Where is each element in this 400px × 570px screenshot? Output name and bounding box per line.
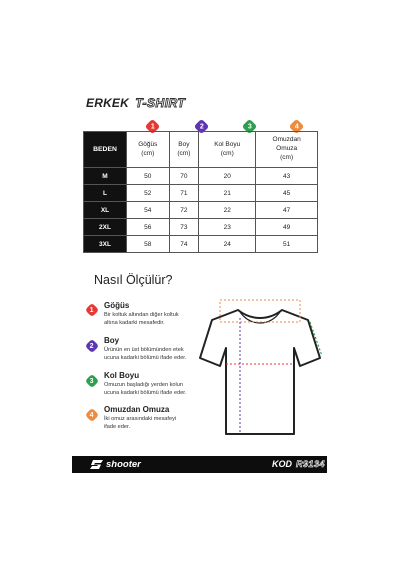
title-outline: T-SHIRT: [135, 96, 186, 110]
value-cell: 56: [127, 219, 170, 236]
table-row: [84, 185, 318, 202]
kod-label: KOD: [272, 459, 292, 469]
size-cell: 3XL: [84, 236, 127, 253]
value-cell: 54: [127, 202, 170, 219]
value-cell: 20: [199, 168, 256, 185]
howto-item-desc: Ürünün en üst bölümünden etek ucuna kadarki bölümü ifade eder.: [104, 347, 187, 362]
brand-name: shooter: [106, 459, 141, 470]
table-header-shoulder: Omuzdan Omuza (cm): [256, 132, 318, 168]
size-cell: M: [84, 168, 127, 185]
tshirt-shape: [200, 310, 320, 434]
value-cell: 74: [169, 236, 199, 253]
value-cell: 52: [127, 185, 170, 202]
howto-item-title: Omuzdan Omuza: [104, 405, 170, 414]
size-cell: L: [84, 185, 127, 202]
badge-sleeve: 3: [242, 119, 258, 135]
value-cell: 72: [169, 202, 199, 219]
badge-4-icon: 4: [85, 408, 99, 422]
value-cell: 22: [199, 202, 256, 219]
table-header-chest: Göğüs (cm): [127, 132, 170, 168]
badge-1-icon: 1: [85, 303, 99, 317]
tshirt-illustration: [190, 296, 330, 441]
kod-value: R9134: [296, 459, 326, 469]
badge-length: 2: [194, 119, 210, 135]
howto-item-title: Göğüs: [104, 301, 130, 310]
value-cell: 71: [169, 185, 199, 202]
product-code: [272, 459, 325, 469]
table-header-row: [84, 132, 318, 168]
value-cell: 23: [199, 219, 256, 236]
howto-item-desc: Bir koltuk altından diğer koltuk altına kadarki mesafedir.: [104, 312, 179, 327]
howto-item-sleeve: [104, 371, 186, 398]
value-cell: 49: [256, 219, 318, 236]
badge-2-icon: 2: [85, 339, 99, 353]
value-cell: 58: [127, 236, 170, 253]
value-cell: 51: [256, 236, 318, 253]
value-cell: 43: [256, 168, 318, 185]
size-table: [83, 131, 318, 253]
table-header-length: Boy (cm): [169, 132, 199, 168]
brand-logo: [90, 459, 141, 470]
howto-title: Nasıl Ölçülür?: [94, 273, 173, 287]
title-bold: ERKEK: [86, 96, 130, 110]
howto-item-length: [104, 336, 186, 363]
howto-item-title: Kol Boyu: [104, 371, 140, 380]
table-header-size: BEDEN: [84, 132, 127, 168]
howto-item-shoulder: [104, 405, 176, 432]
table-row: [84, 168, 318, 185]
table-header-sleeve: Kol Boyu (cm): [199, 132, 256, 168]
howto-item-desc: İki omuz arasındaki mesafeyi ifade eder.: [104, 416, 177, 431]
page-title: [86, 96, 185, 110]
table-row: [84, 219, 318, 236]
value-cell: 50: [127, 168, 170, 185]
shooter-logo-icon: [90, 459, 104, 470]
value-cell: 24: [199, 236, 256, 253]
value-cell: 73: [169, 219, 199, 236]
badge-3-icon: 3: [85, 374, 99, 388]
table-row: [84, 236, 318, 253]
badge-chest: 1: [145, 119, 161, 135]
value-cell: 21: [199, 185, 256, 202]
table-row: [84, 202, 318, 219]
size-cell: 2XL: [84, 219, 127, 236]
howto-item-desc: Omuzun başladığı yerden kolun ucuna kadarki bölümü ifade eder.: [104, 382, 187, 397]
badge-shoulder: 4: [289, 119, 305, 135]
size-cell: XL: [84, 202, 127, 219]
howto-item-title: Boy: [104, 336, 120, 345]
howto-item-chest: [104, 301, 179, 328]
value-cell: 45: [256, 185, 318, 202]
value-cell: 47: [256, 202, 318, 219]
value-cell: 70: [169, 168, 199, 185]
